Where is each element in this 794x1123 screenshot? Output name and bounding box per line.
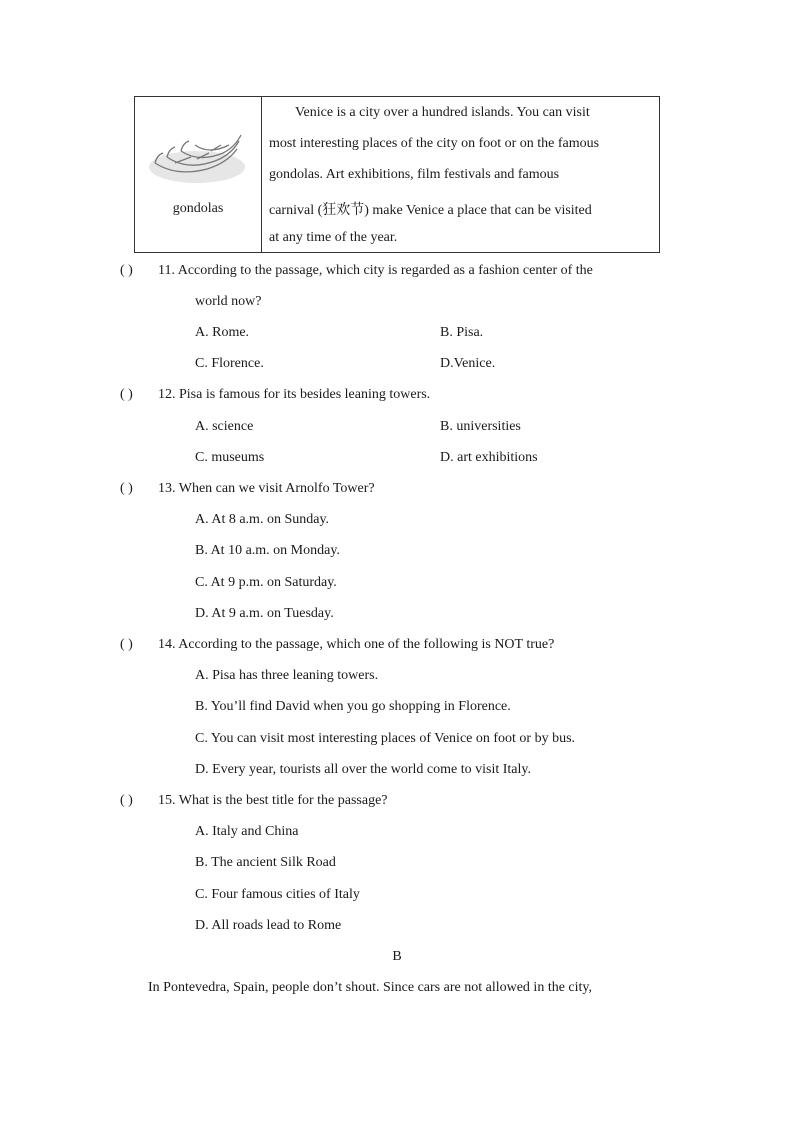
option-d: D. Every year, tourists all over the world come to visit Italy. xyxy=(195,762,531,777)
passage-line: most interesting places of the city on foot or on the famous xyxy=(269,136,600,151)
option-d: D. At 9 a.m. on Tuesday. xyxy=(195,606,334,621)
option-b: B. You’ll find David when you go shopping in Florence. xyxy=(195,699,511,714)
gondola-illustration xyxy=(147,127,247,187)
option-a: A. At 8 a.m. on Sunday. xyxy=(195,512,330,527)
column-divider xyxy=(261,97,262,252)
passage-b-first-line: In Pontevedra, Spain, people don’t shout. Since cars are not allowed in the city, xyxy=(148,980,593,995)
passage-line: Venice is a city over a hundred islands. You can visit xyxy=(295,105,590,120)
image-caption: gondolas xyxy=(172,201,224,216)
option-c: C. museums xyxy=(195,450,265,465)
option-a: A. Italy and China xyxy=(195,824,299,839)
passage-line: at any time of the year. xyxy=(269,230,398,245)
question-stem-continued: world now? xyxy=(195,294,262,309)
option-d: D. All roads lead to Rome xyxy=(195,918,342,933)
venice-info-box xyxy=(134,96,660,253)
option-a: A. Rome. xyxy=(195,325,250,340)
answer-blank[interactable]: ( ) xyxy=(120,263,133,278)
option-b: B. Pisa. xyxy=(440,325,484,340)
answer-blank[interactable]: ( ) xyxy=(120,387,133,402)
option-c: C. At 9 p.m. on Saturday. xyxy=(195,575,337,590)
answer-blank[interactable]: ( ) xyxy=(120,637,133,652)
option-c: C. Four famous cities of Italy xyxy=(195,887,360,902)
section-title: B xyxy=(392,949,402,964)
passage-line: gondolas. Art exhibitions, film festivals and famous xyxy=(269,167,560,182)
option-a: A. Pisa has three leaning towers. xyxy=(195,668,379,683)
question-stem: 13. When can we visit Arnolfo Tower? xyxy=(158,481,375,496)
question-stem: 11. According to the passage, which city is regarded as a fashion center of the xyxy=(158,263,593,278)
option-c: C. Florence. xyxy=(195,356,264,371)
option-b: B. At 10 a.m. on Monday. xyxy=(195,543,340,558)
passage-line: carnival (狂欢节) make Venice a place that can be visited xyxy=(269,203,592,218)
answer-blank[interactable]: ( ) xyxy=(120,481,133,496)
gondola-image-cell xyxy=(135,97,261,252)
option-d: D. art exhibitions xyxy=(440,450,538,465)
option-d: D.Venice. xyxy=(440,356,496,371)
option-c: C. You can visit most interesting places of Venice on foot or by bus. xyxy=(195,731,576,746)
answer-blank[interactable]: ( ) xyxy=(120,793,133,808)
question-stem: 14. According to the passage, which one of the following is NOT true? xyxy=(158,637,555,652)
option-b: B. universities xyxy=(440,419,521,434)
question-stem: 15. What is the best title for the passage? xyxy=(158,793,388,808)
question-stem: 12. Pisa is famous for its besides leaning towers. xyxy=(158,387,431,402)
option-a: A. science xyxy=(195,419,254,434)
option-b: B. The ancient Silk Road xyxy=(195,855,336,870)
